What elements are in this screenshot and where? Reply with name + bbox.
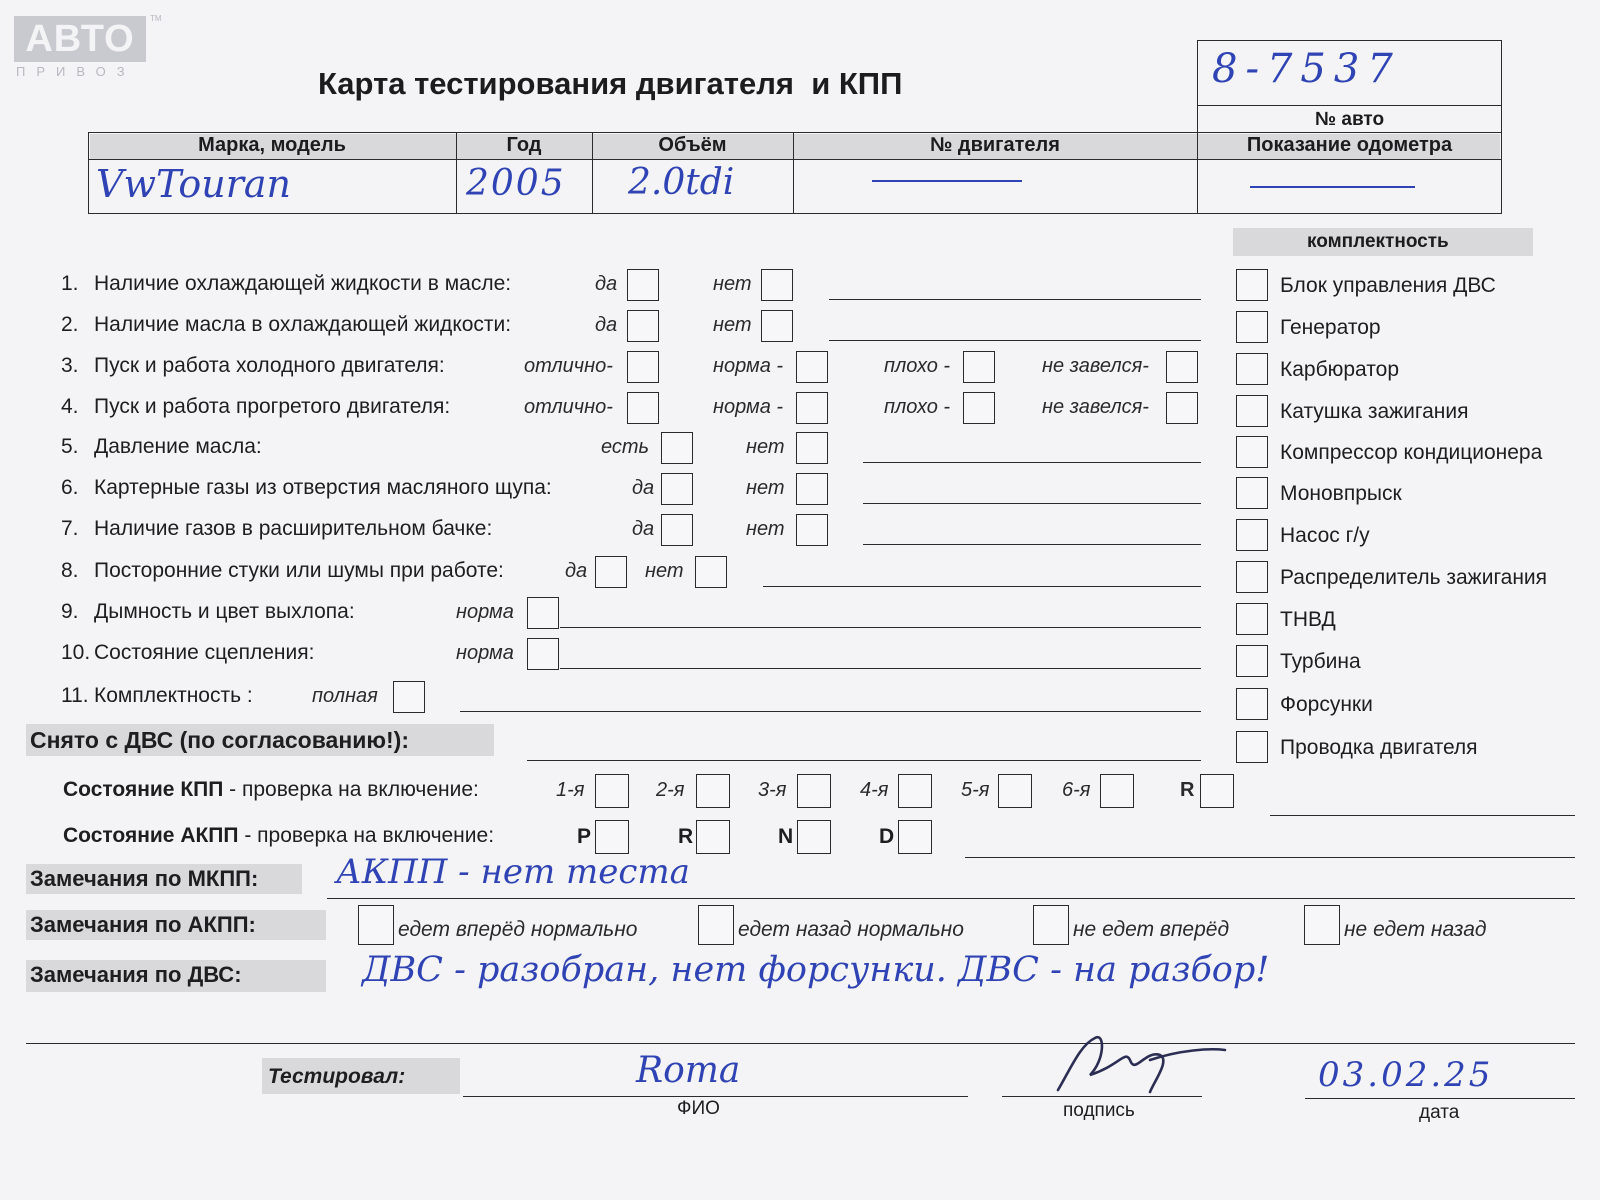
- question-note-line[interactable]: [863, 503, 1201, 504]
- question-text: Посторонние стуки или шумы при работе:: [94, 559, 504, 582]
- akpp-remark-label: не едет назад: [1344, 918, 1487, 941]
- akpp-mode-label: D: [879, 825, 895, 848]
- akpp-remark-checkbox[interactable]: [1304, 905, 1340, 945]
- question-option-checkbox[interactable]: [761, 269, 793, 301]
- completeness-item-label: Форсунки: [1280, 693, 1373, 716]
- question-option-checkbox[interactable]: [1166, 351, 1198, 383]
- akpp-remark-checkbox[interactable]: [358, 905, 394, 945]
- completeness-checkbox[interactable]: [1236, 395, 1268, 427]
- question-option-checkbox[interactable]: [661, 514, 693, 546]
- logo-sub: ПРИВОЗ: [16, 64, 136, 79]
- logo: [14, 14, 162, 80]
- completeness-item-label: Блок управления ДВС: [1280, 274, 1496, 297]
- completeness-checkbox[interactable]: [1236, 561, 1268, 593]
- kpp-label: [63, 778, 479, 802]
- question-option-label: нет: [713, 314, 752, 336]
- akpp-mode-label: P: [577, 825, 592, 848]
- signature: [1050, 1020, 1230, 1100]
- question-text: Картерные газы из отверстия масляного щупа:: [94, 476, 552, 499]
- question-option-label: нет: [713, 273, 752, 295]
- completeness-item-label: Проводка двигателя: [1280, 736, 1478, 759]
- question-text: Состояние сцепления:: [94, 641, 315, 664]
- col-header-engine-number: № двигателя: [930, 134, 1060, 156]
- completeness-checkbox[interactable]: [1236, 477, 1268, 509]
- removed-label: Снято с ДВС (по согласованию!):: [30, 727, 409, 753]
- question-option-checkbox[interactable]: [627, 310, 659, 342]
- kpp-gear-checkbox[interactable]: [797, 774, 831, 808]
- kpp-gear-label: 1-я: [556, 779, 585, 801]
- question-text: Наличие охлаждающей жидкости в масле:: [94, 272, 512, 295]
- question-number: 1.: [61, 272, 79, 295]
- question-option-checkbox[interactable]: [796, 514, 828, 546]
- kpp-gear-checkbox[interactable]: [595, 774, 629, 808]
- question-option-checkbox[interactable]: [627, 269, 659, 301]
- stock-number: 8-7537: [1212, 46, 1401, 92]
- test-date: 03.02.25: [1318, 1055, 1494, 1095]
- question-option-checkbox[interactable]: [963, 351, 995, 383]
- question-option-checkbox[interactable]: [527, 638, 559, 670]
- completeness-checkbox[interactable]: [1236, 436, 1268, 468]
- akpp-label-rest: - проверка на включение:: [238, 824, 495, 847]
- question-note-line[interactable]: [829, 340, 1201, 341]
- akpp-label: [63, 824, 494, 848]
- completeness-item-label: Карбюратор: [1280, 358, 1400, 381]
- name-caption: ФИО: [677, 1098, 720, 1119]
- kpp-gear-label: R: [1180, 779, 1195, 801]
- question-text: Наличие газов в расширительном бачке:: [94, 517, 493, 540]
- question-option-label: полная: [312, 685, 378, 707]
- question-option-label: да: [632, 477, 655, 499]
- question-text: Комплектность :: [94, 684, 253, 707]
- question-option-checkbox[interactable]: [595, 556, 627, 588]
- completeness-item-label: Моновпрыск: [1280, 482, 1402, 505]
- kpp-gear-label: 5-я: [961, 779, 990, 801]
- dvs-remarks-label: Замечания по ДВС:: [30, 962, 242, 987]
- question-text: Пуск и работа холодного двигателя:: [94, 354, 445, 377]
- mkpp-remarks-label: Замечания по МКПП:: [30, 866, 259, 891]
- question-number: 8.: [61, 559, 79, 582]
- question-note-line[interactable]: [829, 299, 1201, 300]
- question-option-label: отлично-: [524, 355, 613, 377]
- col-header-volume: Объём: [658, 134, 727, 156]
- question-option-checkbox[interactable]: [796, 351, 828, 383]
- question-number: 9.: [61, 600, 79, 623]
- question-option-label: да: [632, 518, 655, 540]
- akpp-remark-label: не едет вперёд: [1073, 918, 1230, 941]
- question-option-checkbox[interactable]: [695, 556, 727, 588]
- kpp-gear-label: 4-я: [860, 779, 889, 801]
- completeness-item-label: Катушка зажигания: [1280, 400, 1469, 423]
- kpp-gear-label: 6-я: [1062, 779, 1091, 801]
- question-note-line[interactable]: [763, 586, 1201, 587]
- akpp-mode-checkbox[interactable]: [898, 820, 932, 854]
- mkpp-remarks-value: АКПП - нет теста: [336, 852, 690, 892]
- question-option-label: норма -: [713, 355, 784, 377]
- kpp-gear-label: 3-я: [758, 779, 787, 801]
- question-option-checkbox[interactable]: [796, 473, 828, 505]
- kpp-gear-label: 2-я: [656, 779, 685, 801]
- question-number: 10.: [61, 641, 91, 664]
- question-number: 7.: [61, 517, 79, 540]
- akpp-remark-label: едет вперёд нормально: [398, 918, 638, 941]
- completeness-checkbox[interactable]: [1236, 353, 1268, 385]
- removed-field-line[interactable]: [527, 760, 1201, 761]
- question-option-label: да: [595, 273, 618, 295]
- kpp-gear-checkbox[interactable]: [898, 774, 932, 808]
- akpp-note-line[interactable]: [965, 857, 1575, 858]
- question-option-label: не завелся-: [1042, 396, 1149, 418]
- question-option-checkbox[interactable]: [627, 392, 659, 424]
- completeness-checkbox[interactable]: [1236, 688, 1268, 720]
- question-note-line[interactable]: [560, 627, 1201, 628]
- akpp-mode-label: N: [778, 825, 794, 848]
- question-option-label: плохо -: [884, 355, 951, 377]
- completeness-item-label: Насос г/у: [1280, 524, 1370, 547]
- question-note-line[interactable]: [863, 462, 1201, 463]
- question-option-label: норма: [456, 642, 514, 664]
- completeness-item-label: ТНВД: [1280, 608, 1336, 631]
- akpp-mode-checkbox[interactable]: [696, 820, 730, 854]
- kpp-note-line[interactable]: [1270, 815, 1575, 816]
- completeness-checkbox[interactable]: [1236, 603, 1268, 635]
- completeness-checkbox[interactable]: [1236, 645, 1268, 677]
- signature-caption: подпись: [1063, 1100, 1135, 1121]
- date-caption: дата: [1419, 1102, 1460, 1123]
- completeness-checkbox[interactable]: [1236, 311, 1268, 343]
- kpp-label-bold: Состояние КПП: [63, 778, 224, 801]
- completeness-item-label: Турбина: [1280, 650, 1361, 673]
- value-make-model: VwTouran: [96, 162, 292, 206]
- question-text: Пуск и работа прогретого двигателя:: [94, 395, 451, 418]
- kpp-gear-checkbox[interactable]: [998, 774, 1032, 808]
- question-option-label: нет: [746, 518, 785, 540]
- question-option-checkbox[interactable]: [796, 432, 828, 464]
- col-header-make-model: Марка, модель: [198, 134, 346, 156]
- question-number: 5.: [61, 435, 79, 458]
- question-option-label: норма: [456, 601, 514, 623]
- dvs-remarks-value: ДВС - разобран, нет форсунки. ДВС - на разбор!: [362, 950, 1270, 990]
- completeness-checkbox[interactable]: [1236, 269, 1268, 301]
- tester-name: Roma: [636, 1050, 741, 1091]
- col-header-year: Год: [506, 134, 542, 156]
- completeness-item-label: Генератор: [1280, 316, 1381, 339]
- completeness-item-label: Распределитель зажигания: [1280, 566, 1548, 589]
- akpp-mode-checkbox[interactable]: [797, 820, 831, 854]
- question-option-checkbox[interactable]: [527, 597, 559, 629]
- question-number: 6.: [61, 476, 79, 499]
- akpp-mode-checkbox[interactable]: [595, 820, 629, 854]
- question-option-label: не завелся-: [1042, 355, 1149, 377]
- kpp-gear-checkbox[interactable]: [1100, 774, 1134, 808]
- question-note-line[interactable]: [560, 668, 1201, 669]
- question-option-label: да: [565, 560, 588, 582]
- question-number: 3.: [61, 354, 79, 377]
- question-option-label: да: [595, 314, 618, 336]
- question-number: 2.: [61, 313, 79, 336]
- question-option-checkbox[interactable]: [661, 473, 693, 505]
- question-option-checkbox[interactable]: [1166, 392, 1198, 424]
- question-option-checkbox[interactable]: [393, 681, 425, 713]
- completeness-title: комплектность: [1307, 231, 1449, 252]
- question-option-checkbox[interactable]: [627, 351, 659, 383]
- value-engine-number-dash: [872, 180, 1022, 182]
- question-option-checkbox[interactable]: [963, 392, 995, 424]
- question-option-checkbox[interactable]: [661, 432, 693, 464]
- kpp-gear-checkbox[interactable]: [1200, 774, 1234, 808]
- kpp-gear-checkbox[interactable]: [696, 774, 730, 808]
- akpp-remark-checkbox[interactable]: [698, 905, 734, 945]
- auto-number-label: № авто: [1314, 109, 1385, 130]
- question-option-label: нет: [746, 477, 785, 499]
- tested-label: Тестировал:: [268, 1065, 406, 1088]
- value-year: 2005: [466, 163, 566, 204]
- completeness-checkbox[interactable]: [1236, 731, 1268, 763]
- logo-tm: TM: [150, 14, 162, 23]
- question-option-label: нет: [645, 560, 684, 582]
- question-number: 4.: [61, 395, 79, 418]
- question-text: Наличие масла в охлаждающей жидкости:: [94, 313, 512, 336]
- question-option-label: норма -: [713, 396, 784, 418]
- question-option-label: есть: [601, 436, 650, 458]
- question-text: Дымность и цвет выхлопа:: [94, 600, 355, 623]
- logo-main: АВТО: [14, 16, 146, 62]
- akpp-remarks-label: Замечания по АКПП:: [30, 912, 256, 937]
- question-number: 11.: [61, 684, 89, 707]
- completeness-checkbox[interactable]: [1236, 519, 1268, 551]
- akpp-remark-label: едет назад нормально: [738, 918, 964, 941]
- completeness-item-label: Компрессор кондиционера: [1280, 441, 1543, 464]
- question-note-line[interactable]: [863, 544, 1201, 545]
- value-volume: 2.0tdi: [628, 162, 735, 203]
- form-title: Карта тестирования двигателя и КПП: [318, 66, 903, 101]
- value-odometer-dash: [1250, 186, 1415, 188]
- akpp-mode-label: R: [678, 825, 694, 848]
- question-text: Давление масла:: [94, 435, 262, 458]
- col-header-odometer: Показание одометра: [1246, 134, 1453, 156]
- question-option-label: нет: [746, 436, 785, 458]
- question-option-label: плохо -: [884, 396, 951, 418]
- kpp-label-rest: - проверка на включение:: [223, 778, 479, 801]
- question-note-line[interactable]: [460, 711, 1201, 712]
- question-option-checkbox[interactable]: [761, 310, 793, 342]
- akpp-remark-checkbox[interactable]: [1033, 905, 1069, 945]
- akpp-label-bold: Состояние АКПП: [63, 824, 239, 847]
- question-option-checkbox[interactable]: [796, 392, 828, 424]
- question-option-label: отлично-: [524, 396, 613, 418]
